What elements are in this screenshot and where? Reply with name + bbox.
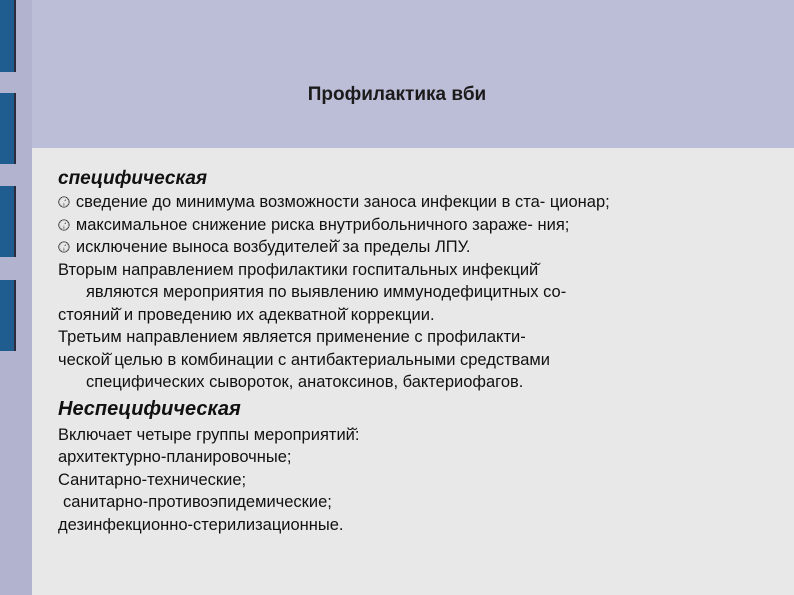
paragraph-line: являются мероприятия по выявлению иммунодефицитных со- xyxy=(86,283,567,301)
paragraph-line: Третьим направлением является применение с профилакти- xyxy=(58,328,526,346)
accent-bar xyxy=(0,0,16,72)
bullet-text: исключение выноса возбудителей̆ за пределы ЛПУ. xyxy=(75,238,471,256)
list-line: санитарно-противоэпидемические; xyxy=(63,493,332,511)
section-heading-nonspecific: Неспецифическая xyxy=(58,397,241,420)
clock-icon: 🕜︎ xyxy=(58,193,70,211)
list-line: Включает четыре группы мероприятий̆: xyxy=(58,425,360,444)
list-line: дезинфекционно-стерилизационные. xyxy=(58,515,344,534)
list-line: Санитарно-технические; xyxy=(58,470,247,489)
bullet-item xyxy=(58,214,778,237)
accent-bar xyxy=(0,186,16,257)
clock-icon: 🕜︎ xyxy=(58,238,70,256)
list-line: архитектурно-планировочные; xyxy=(58,448,292,466)
accent-bar xyxy=(0,280,16,351)
bullet-item xyxy=(58,236,778,259)
bullet-text: максимальное снижение риска внутрибольничного зараже- ния; xyxy=(75,215,570,234)
bullet-text: сведение до минимума возможности заноса инфекции в ста- ционар; xyxy=(75,193,610,211)
section-heading-specific: специфическая xyxy=(58,168,208,189)
paragraph-line: стояний̆ и проведению их адекватной̆ коррекции. xyxy=(58,305,435,324)
bullet-item xyxy=(58,191,778,214)
paragraph-line: Вторым направлением профилактики госпитальных инфекций̆ xyxy=(58,260,539,279)
slide-title: Профилактика вби xyxy=(307,84,487,105)
slide-body xyxy=(58,167,778,536)
paragraph-line: ческой̆ целью в комбинации с антибактериальными средствами xyxy=(58,350,550,369)
clock-icon: 🕜︎ xyxy=(58,215,70,234)
paragraph-line: специфических сывороток, анатоксинов, бактериофагов. xyxy=(86,373,524,391)
